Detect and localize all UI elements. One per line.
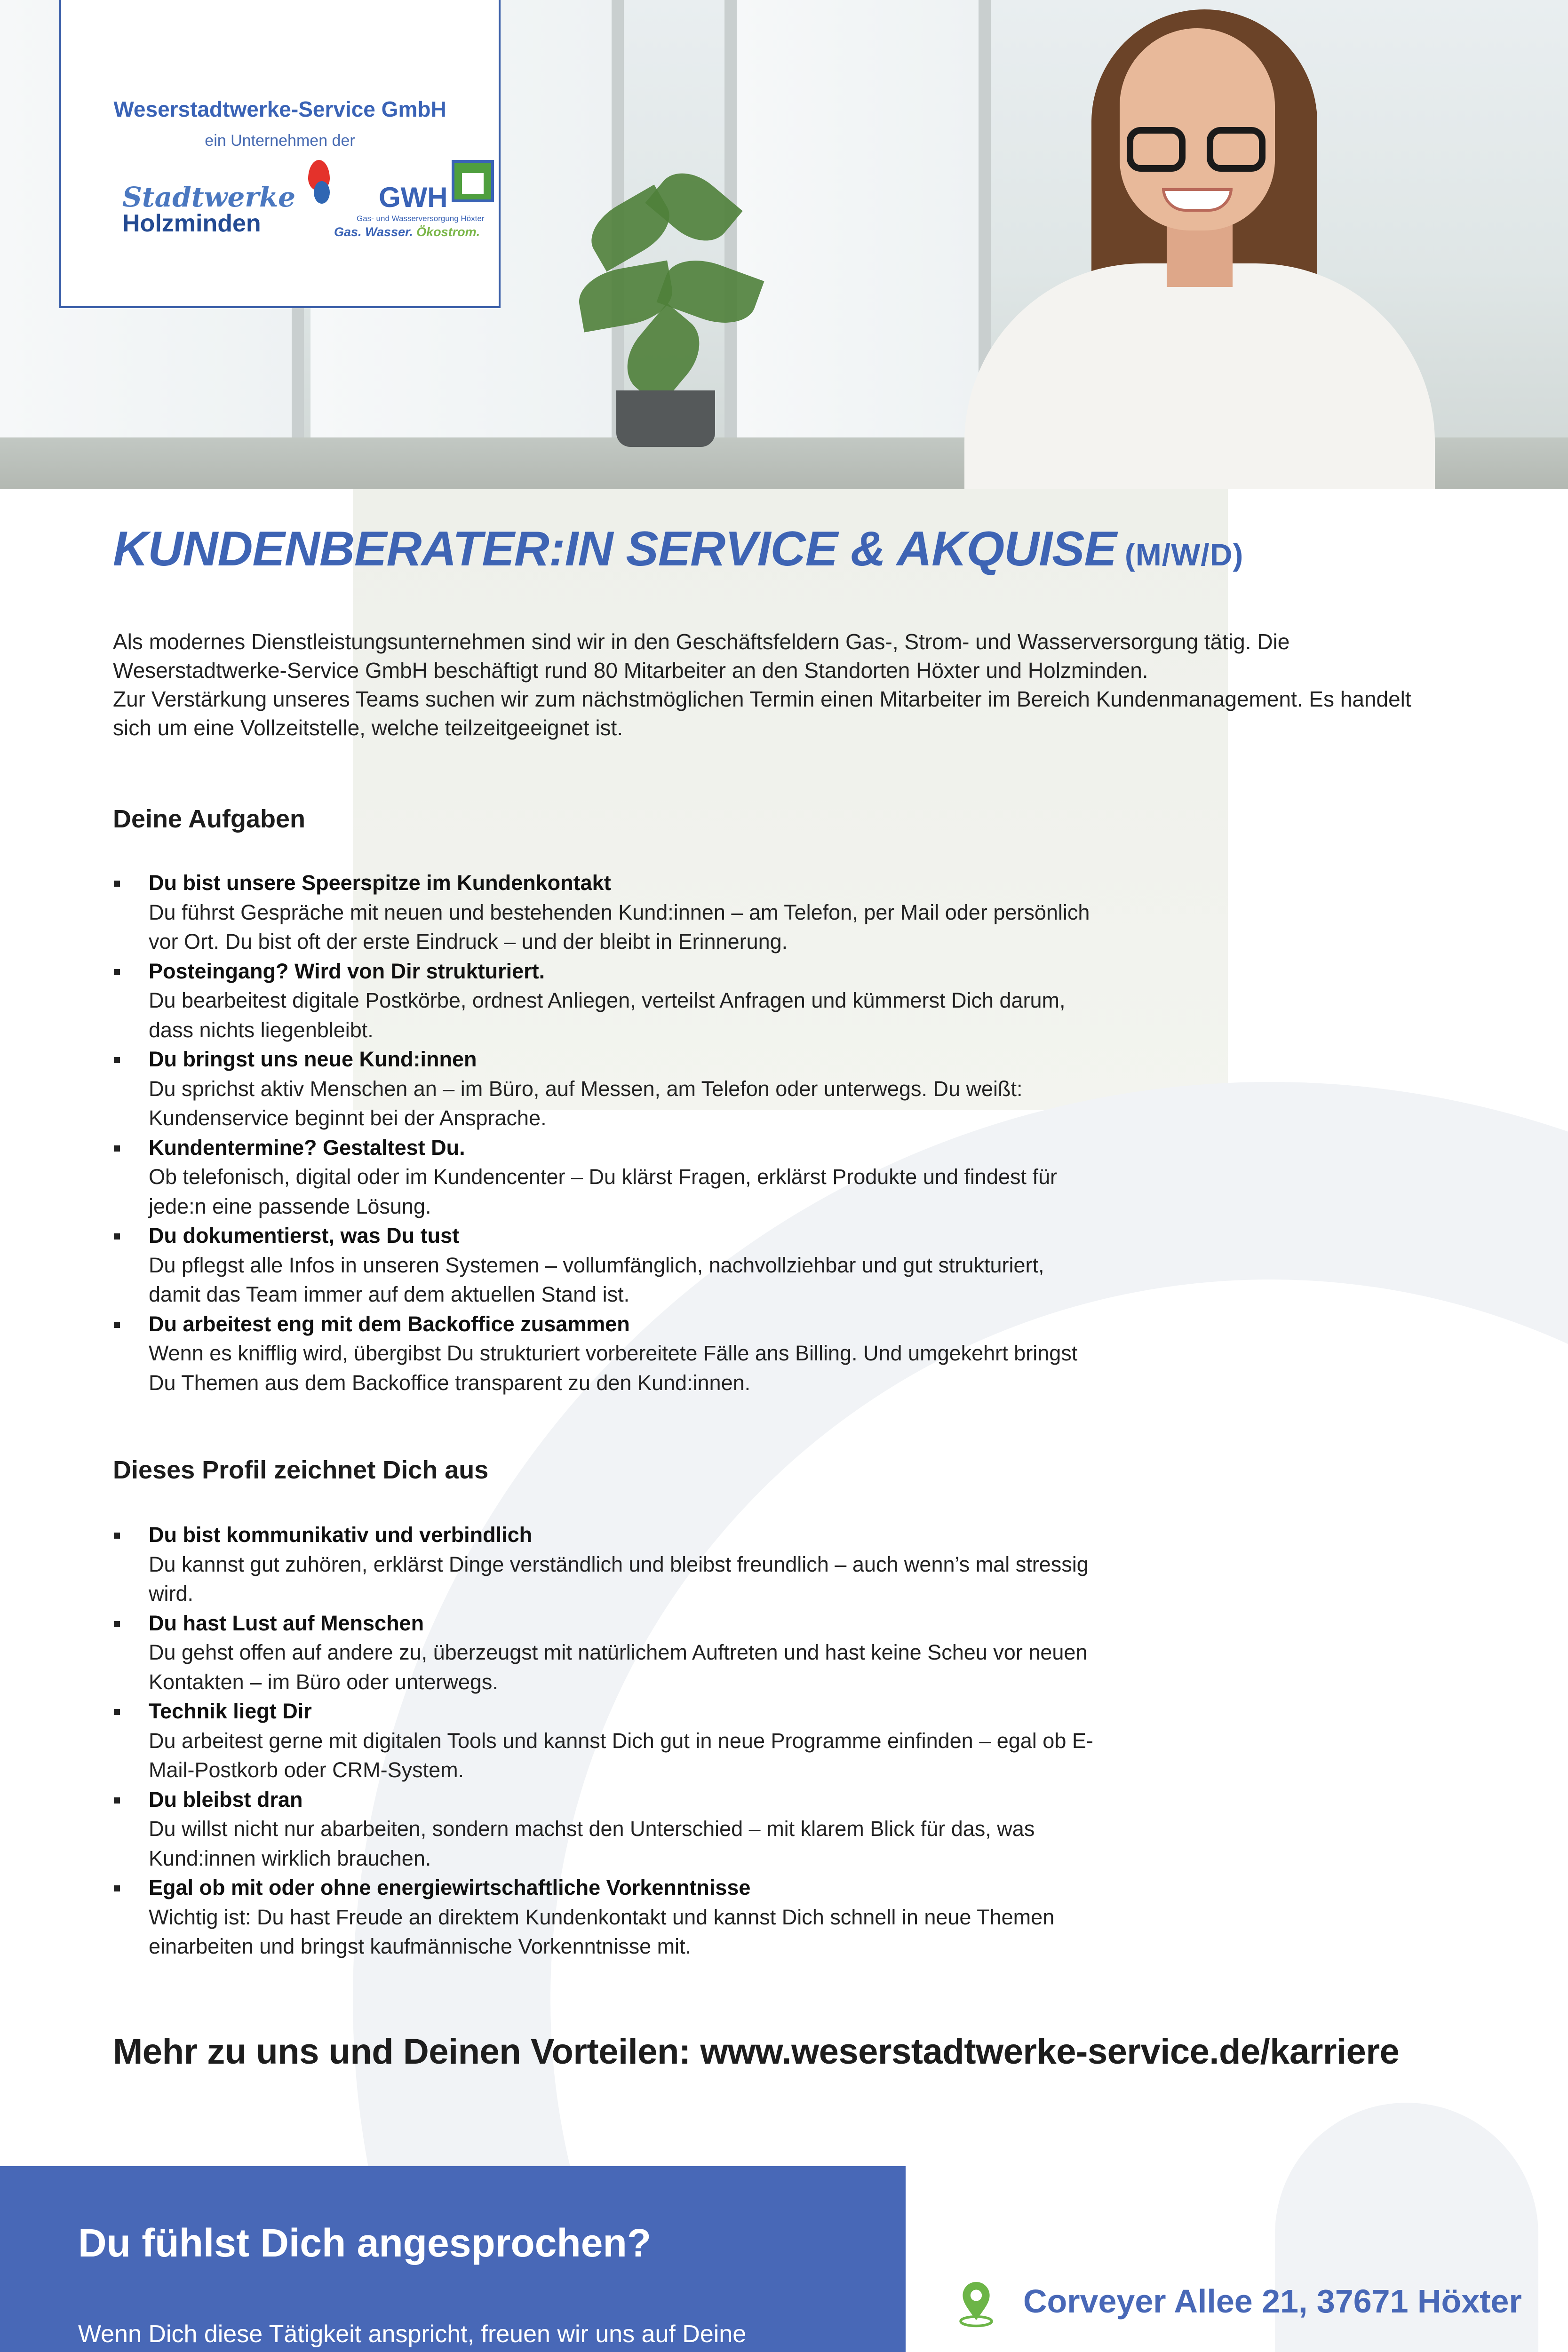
apply-panel xyxy=(0,2166,906,2352)
logo-gwh-claim: Gas. Wasser. Ökostrom. xyxy=(334,225,480,239)
list-item: Du dokumentierst, was Du tust Du pflegst alle Infos in unseren Systemen – vollumfänglich, nachvollziehbar und gut strukturiert, damit das Team immer auf dem aktuellen Stand ist. xyxy=(113,1221,1101,1310)
location-pin-icon xyxy=(950,2277,1002,2328)
logo-stadtwerke: Stadtwerke xyxy=(122,181,296,213)
job-title-suffix: (M/W/D) xyxy=(1124,537,1244,572)
water-drop-icon xyxy=(314,181,330,204)
apply-text: Wenn Dich diese Tätigkeit anspricht, freuen wir uns auf Deine xyxy=(78,2320,747,2348)
logo-gwh: GWH xyxy=(379,182,448,213)
hero-photo xyxy=(0,0,1568,489)
list-item: Du bist unsere Speerspitze im Kundenkontakt Du führst Gespräche mit neuen und bestehenden Kund:innen – am Telefon, per Mail oder persönlich vor Ort. Du bist oft der erste Eindruck – und der bleibt in Erinnerung. xyxy=(113,868,1101,957)
profile-list xyxy=(113,1520,1101,1962)
list-item: Technik liegt Dir Du arbeitest gerne mit digitalen Tools und kannst Dich gut in neue Programme einfinden – egal ob E-Mail-Postkorb oder CRM-System. xyxy=(113,1697,1101,1785)
list-item: Du arbeitest eng mit dem Backoffice zusammen Wenn es knifflig wird, übergibst Du strukturiert vorbereitete Fälle ans Billing. Und umgekehrt bringst Du Themen aus dem Backoffice transparent zu den Kund:innen. xyxy=(113,1310,1101,1398)
career-link[interactable]: www.weserstadtwerke-service.de/karriere xyxy=(700,2032,1400,2072)
company-logo xyxy=(59,0,501,308)
address-text: Corveyer Allee 21, 37671 Höxter xyxy=(1023,2283,1522,2320)
career-link-line xyxy=(113,2031,1399,2072)
logo-company-name: Weserstadtwerke-Service GmbH xyxy=(113,97,446,121)
intro-paragraph: Als modernes Dienstleistungsunternehmen sind wir in den Geschäftsfeldern Gas-, Strom- und Wasserversorgung tätig. Die Weserstadtwerke-Service GmbH beschäftigt rund 80 Mitarbeiter an den Standorten Höxter und Holzminden. xyxy=(113,629,1290,683)
list-item: Du bist kommunikativ und verbindlich Du kannst gut zuhören, erklärst Dinge verständlich und bleibst freundlich – auch wenn’s mal stressig wird. xyxy=(113,1520,1101,1609)
smiling-woman-image xyxy=(936,0,1454,489)
list-item: Du bringst uns neue Kund:innen Du sprichst aktiv Menschen an – im Büro, auf Messen, am Telefon oder unterwegs. Du weißt: Kundenservice beginnt bei der Ansprache. xyxy=(113,1045,1101,1133)
tasks-list xyxy=(113,868,1101,1398)
logo-holzminden: Holzminden xyxy=(122,210,261,237)
list-item: Posteingang? Wird von Dir strukturiert. Du bearbeitest digitale Postkörbe, ordnest Anliegen, verteilst Anfragen und kümmerst Dich darum, dass nichts liegenbleibt. xyxy=(113,957,1101,1045)
list-item: Du hast Lust auf Menschen Du gehst offen auf andere zu, überzeugst mit natürlichem Auftreten und hast keine Scheu vor neuen Kontakten – im Büro oder unterwegs. xyxy=(113,1609,1101,1697)
house-icon xyxy=(452,160,494,202)
career-link-label: Mehr zu uns und Deinen Vorteilen: xyxy=(113,2032,691,2072)
apply-title: Du fühlst Dich angesprochen? xyxy=(78,2221,652,2265)
logo-gwh-subtitle: Gas- und Wasserversorgung Höxter xyxy=(357,214,485,223)
intro-paragraph: Zur Verstärkung unseres Teams suchen wir zum nächstmöglichen Termin einen Mitarbeiter im Bereich Kundenmanagement. Es handelt sich um eine Vollzeitstelle, welche teilzeitgeeignet ist. xyxy=(113,687,1411,740)
list-item: Du bleibst dran Du willst nicht nur abarbeiten, sondern machst den Unterschied – mit klarem Blick für das, was Kund:innen wirklich brauchen. xyxy=(113,1785,1101,1874)
job-title: KUNDENBERATER:IN SERVICE & AKQUISE (M/W/D) xyxy=(113,522,1244,576)
logo-subtitle: ein Unternehmen der xyxy=(205,132,355,150)
intro-text xyxy=(113,628,1430,742)
profile-heading: Dieses Profil zeichnet Dich aus xyxy=(113,1456,489,1484)
tasks-heading: Deine Aufgaben xyxy=(113,805,306,833)
list-item: Kundentermine? Gestaltest Du. Ob telefonisch, digital oder im Kundencenter – Du klärst Fragen, erklärst Produkte und findest für jede:n eine passende Lösung. xyxy=(113,1133,1101,1222)
list-item: Egal ob mit oder ohne energiewirtschaftliche Vorkenntnisse Wichtig ist: Du hast Freude an direktem Kundenkontakt und kannst Dich schnell in neue Themen einarbeiten und bringst kaufmännische Vorkenntnisse mit. xyxy=(113,1873,1101,1962)
